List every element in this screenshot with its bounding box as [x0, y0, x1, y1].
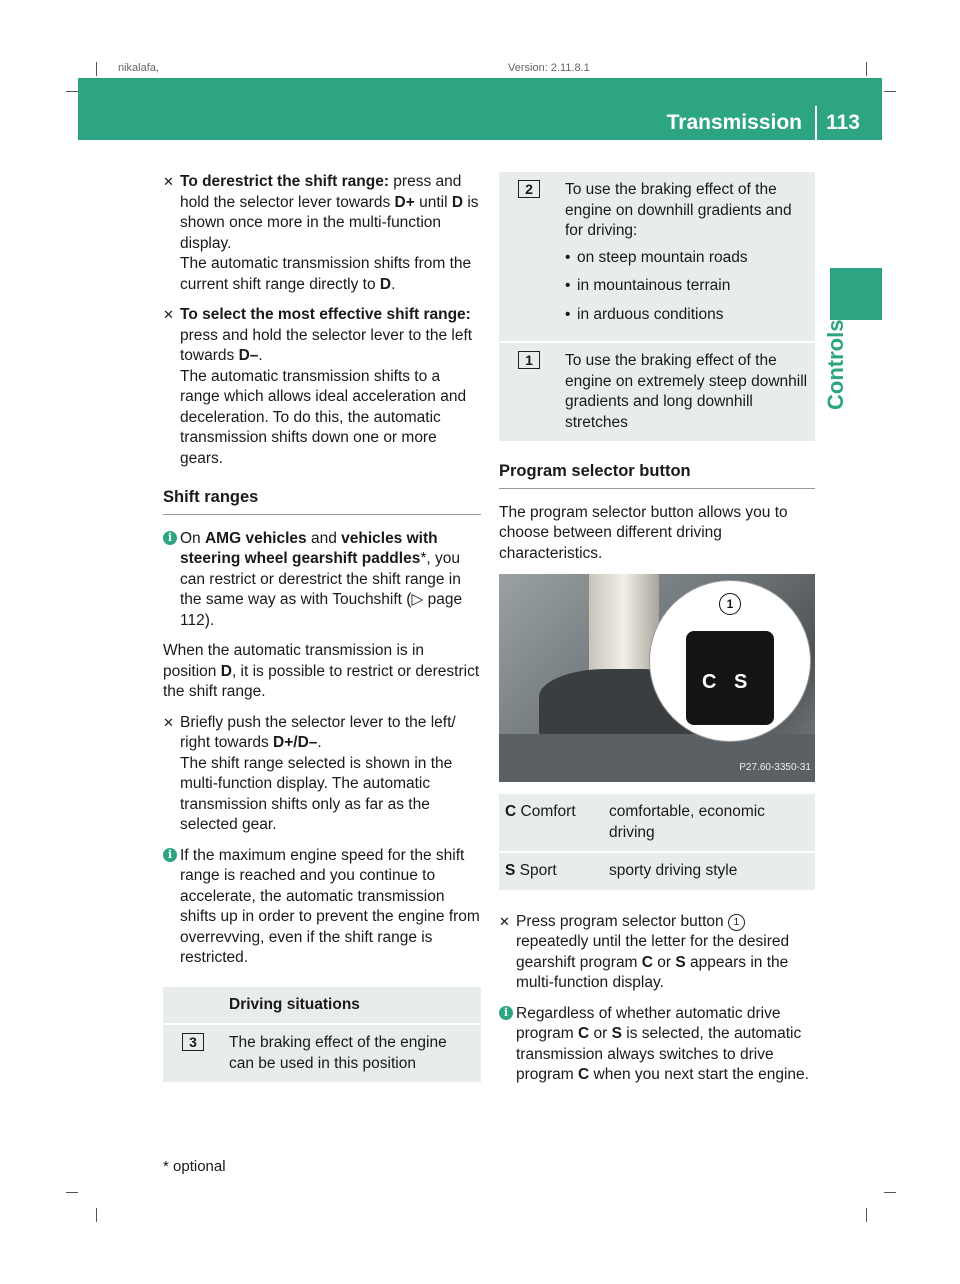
instruction-step: ✕ To derestrict the shift range: press and hold the selector lever towards D+ until D is shown once more in the multi-function display. The automatic transmission shifts from the current shift range directly to D. [163, 173, 479, 293]
table-row [499, 342, 815, 442]
section-heading: Shift ranges [163, 487, 481, 515]
table-cell: sporty driving style [603, 852, 815, 891]
section-tab [830, 268, 882, 320]
crop-mark [96, 1208, 97, 1222]
list-item: • on steep mountain roads [565, 248, 809, 269]
table-cell: To use the braking effect of the engine on extremely steep downhill gradients and long downhill stretches [559, 342, 815, 442]
gear-key-2: 2 [518, 180, 540, 198]
paragraph: When the automatic transmission is in position D, it is possible to restrict or derestrict the shift range. [163, 642, 480, 700]
footnote: * optional [163, 1158, 226, 1175]
callout-marker: 1 [728, 914, 745, 931]
driving-situations-table [163, 987, 481, 1085]
button-label: C S [702, 671, 754, 693]
info-note: i On AMG vehicles and vehicles with steering wheel gearshift paddles*, you can restrict or derestrict the shift range in the same way as with Touchshift (▷ page 112). [163, 529, 481, 632]
info-note: i If the maximum engine speed for the shift range is reached and you continue to accelerate, the automatic transmission shifts up in order to prevent the engine from overrevving, even if the shift range is restricted. [163, 846, 481, 969]
paragraph: The program selector button allows you to choose between different driving characteristics. [499, 503, 788, 562]
crop-mark [66, 1192, 78, 1193]
table-row: 2 To use the braking effect of the engine on downhill gradients and for driving: • on steep mountain roads • in mountainous terrain • in arduous conditions [499, 172, 815, 342]
crop-mark [866, 62, 867, 76]
instruction-step: ✕ To select the most effective shift range: press and hold the selector lever to the left towards D–. The automatic transmission shifts to a range which allows ideal acceleration and deceleration. To do this, the automatic transmission shifts down one or more gears. [163, 306, 473, 467]
driving-situations-table-continued [499, 172, 815, 443]
right-column [499, 172, 815, 1096]
table-cell: The braking effect of the engine can be used in this position [223, 1024, 481, 1083]
print-meta-version: Version: 2.11.8.1 [508, 62, 590, 74]
callout-marker: 1 [719, 593, 741, 615]
header-separator [815, 106, 817, 140]
crop-mark [96, 62, 97, 76]
instruction-step: ✕ Press program selector button 1 repeatedly until the letter for the desired gearshift program C or S appears in the multi-function display. [499, 912, 790, 991]
table-row [163, 1024, 481, 1083]
crop-mark [66, 91, 78, 92]
table-row: C Comfort comfortable, economic driving [499, 794, 815, 852]
info-note: i Regardless of whether automatic drive program C or S is selected, the automatic transmission always switches to drive program C when you next start the engine. [499, 1004, 815, 1086]
table-cell: comfortable, economic driving [603, 794, 815, 852]
step-arrow-icon: ✕ [163, 714, 174, 730]
crop-mark [884, 91, 896, 92]
image-reference: P27.60-3350-31 [739, 761, 811, 773]
program-selector-photo [499, 574, 815, 782]
section-heading: Program selector button [499, 461, 815, 489]
info-icon: i [163, 848, 177, 862]
step-arrow-icon: ✕ [163, 307, 174, 322]
program-modes-table [499, 794, 815, 892]
section-label: Controls [823, 319, 848, 410]
list-item: • in mountainous terrain [565, 276, 809, 297]
crop-mark [884, 1192, 896, 1193]
bullet-list [565, 248, 809, 326]
table-header: Driving situations [229, 995, 360, 1013]
left-column [163, 172, 481, 1084]
info-icon: i [499, 1006, 513, 1020]
instruction-step: ✕ Briefly push the selector lever to the left/ right towards D+/D–. The shift range selected is shown in the multi-function display. The automatic transmission shifts only as far as the selected gear. [163, 713, 456, 833]
table-header-row [163, 987, 481, 1025]
page-title: Transmission [666, 111, 802, 134]
list-item: • in arduous conditions [565, 305, 809, 326]
step-arrow-icon: ✕ [499, 913, 510, 929]
gear-key-3: 3 [182, 1033, 204, 1051]
page-number: 113 [826, 111, 860, 134]
info-icon: i [163, 531, 177, 545]
table-row: S Sport sporty driving style [499, 852, 815, 891]
gear-key-1: 1 [518, 351, 540, 369]
crop-mark [866, 1208, 867, 1222]
step-arrow-icon: ✕ [163, 174, 174, 189]
print-meta-left: nikalafa, [118, 62, 159, 74]
